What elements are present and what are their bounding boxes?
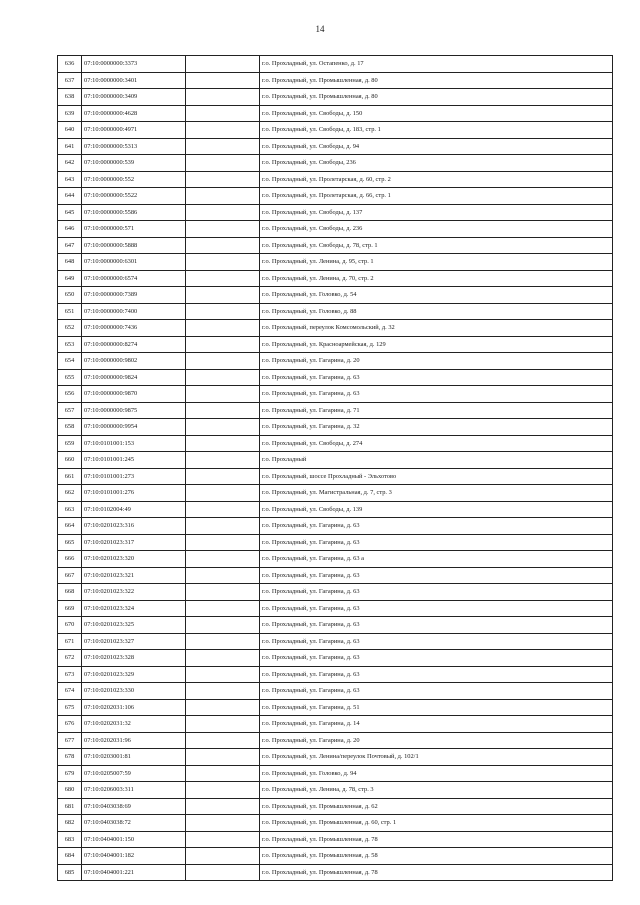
address-cell: г.о. Прохладный, ул. Ленина, д. 78, стр. 3 [260, 782, 613, 799]
row-number-cell: 638 [58, 89, 82, 106]
row-number-cell: 669 [58, 600, 82, 617]
empty-cell [186, 188, 260, 205]
table-row [58, 666, 613, 683]
cadastral-number-cell: 07:10:0403038:72 [82, 815, 186, 832]
row-number-cell: 646 [58, 221, 82, 238]
cadastral-number-cell: 07:10:0000000:5313 [82, 138, 186, 155]
table-row [58, 56, 613, 73]
cadastral-number-cell: 07:10:0201023:322 [82, 584, 186, 601]
address-cell: г.о. Прохладный, ул. Промышленная, д. 78 [260, 864, 613, 881]
cadastral-number-cell: 07:10:0000000:9954 [82, 419, 186, 436]
empty-cell [186, 369, 260, 386]
table-row [58, 105, 613, 122]
address-cell: г.о. Прохладный [260, 452, 613, 469]
page-number: 14 [315, 24, 325, 34]
table-row [58, 567, 613, 584]
address-cell: г.о. Прохладный, ул. Гагарина, д. 63 [260, 617, 613, 634]
empty-cell [186, 419, 260, 436]
table-row [58, 188, 613, 205]
empty-cell [186, 699, 260, 716]
cadastral-number-cell: 07:10:0404001:182 [82, 848, 186, 865]
row-number-cell: 675 [58, 699, 82, 716]
table-row [58, 699, 613, 716]
cadastral-number-cell: 07:10:0206003:311 [82, 782, 186, 799]
cadastral-number-cell: 07:10:0000000:9824 [82, 369, 186, 386]
cadastral-number-cell: 07:10:0403038:69 [82, 798, 186, 815]
cadastral-number-cell: 07:10:0000000:6301 [82, 254, 186, 271]
address-cell: г.о. Прохладный, ул. Гагарина, д. 63 [260, 567, 613, 584]
empty-cell [186, 798, 260, 815]
address-cell: г.о. Прохладный, ул. Ленина, д. 95, стр. 1 [260, 254, 613, 271]
row-number-cell: 661 [58, 468, 82, 485]
address-cell: г.о. Прохладный, ул. Гагарина, д. 32 [260, 419, 613, 436]
empty-cell [186, 633, 260, 650]
address-cell: г.о. Прохладный, ул. Промышленная, д. 80 [260, 72, 613, 89]
table-row [58, 468, 613, 485]
table-row [58, 237, 613, 254]
row-number-cell: 666 [58, 551, 82, 568]
cadastral-number-cell: 07:10:0201023:325 [82, 617, 186, 634]
cadastral-number-cell: 07:10:0101001:153 [82, 435, 186, 452]
empty-cell [186, 666, 260, 683]
empty-cell [186, 749, 260, 766]
row-number-cell: 670 [58, 617, 82, 634]
cadastral-number-cell: 07:10:0000000:3409 [82, 89, 186, 106]
table-row [58, 221, 613, 238]
address-cell: г.о. Прохладный, ул. Гагарина, д. 63 [260, 386, 613, 403]
table-row [58, 89, 613, 106]
address-cell: г.о. Прохладный, переулок Комсомольский, д. 32 [260, 320, 613, 337]
empty-cell [186, 485, 260, 502]
row-number-cell: 636 [58, 56, 82, 73]
table-row [58, 765, 613, 782]
row-number-cell: 663 [58, 501, 82, 518]
row-number-cell: 637 [58, 72, 82, 89]
row-number-cell: 644 [58, 188, 82, 205]
table-row [58, 534, 613, 551]
table-row [58, 254, 613, 271]
address-cell: г.о. Прохладный, ул. Ленина, д. 70, стр. 2 [260, 270, 613, 287]
cadastral-number-cell: 07:10:0201023:320 [82, 551, 186, 568]
row-number-cell: 648 [58, 254, 82, 271]
row-number-cell: 657 [58, 402, 82, 419]
row-number-cell: 654 [58, 353, 82, 370]
row-number-cell: 681 [58, 798, 82, 815]
empty-cell [186, 716, 260, 733]
row-number-cell: 645 [58, 204, 82, 221]
cadastral-number-cell: 07:10:0201023:317 [82, 534, 186, 551]
table-row [58, 831, 613, 848]
empty-cell [186, 171, 260, 188]
table-row [58, 122, 613, 139]
row-number-cell: 665 [58, 534, 82, 551]
cadastral-number-cell: 07:10:0201023:327 [82, 633, 186, 650]
table-row [58, 386, 613, 403]
cadastral-number-cell: 07:10:0102004:49 [82, 501, 186, 518]
cadastral-number-cell: 07:10:0000000:3401 [82, 72, 186, 89]
cadastral-number-cell: 07:10:0000000:9870 [82, 386, 186, 403]
cadastral-number-cell: 07:10:0000000:4628 [82, 105, 186, 122]
cadastral-number-cell: 07:10:0000000:5586 [82, 204, 186, 221]
row-number-cell: 652 [58, 320, 82, 337]
row-number-cell: 662 [58, 485, 82, 502]
cadastral-number-cell: 07:10:0202031:106 [82, 699, 186, 716]
table-row [58, 633, 613, 650]
cadastral-number-cell: 07:10:0000000:4971 [82, 122, 186, 139]
empty-cell [186, 518, 260, 535]
cadastral-number-cell: 07:10:0201023:321 [82, 567, 186, 584]
row-number-cell: 683 [58, 831, 82, 848]
empty-cell [186, 336, 260, 353]
registry-table-body [58, 56, 613, 881]
table-row [58, 798, 613, 815]
address-cell: г.о. Прохладный, ул. Гагарина, д. 63 [260, 600, 613, 617]
table-row [58, 732, 613, 749]
row-number-cell: 682 [58, 815, 82, 832]
address-cell: г.о. Прохладный, ул. Свободы, д. 139 [260, 501, 613, 518]
empty-cell [186, 600, 260, 617]
row-number-cell: 678 [58, 749, 82, 766]
table-row [58, 617, 613, 634]
empty-cell [186, 254, 260, 271]
address-cell: г.о. Прохладный, ул. Промышленная, д. 62 [260, 798, 613, 815]
empty-cell [186, 567, 260, 584]
table-row [58, 270, 613, 287]
empty-cell [186, 402, 260, 419]
row-number-cell: 673 [58, 666, 82, 683]
table-row [58, 600, 613, 617]
address-cell: г.о. Прохладный, ул. Свободы, д. 183, стр. 1 [260, 122, 613, 139]
cadastral-number-cell: 07:10:0404001:221 [82, 864, 186, 881]
row-number-cell: 656 [58, 386, 82, 403]
cadastral-number-cell: 07:10:0404001:150 [82, 831, 186, 848]
table-row [58, 303, 613, 320]
table-row [58, 435, 613, 452]
cadastral-number-cell: 07:10:0202031:32 [82, 716, 186, 733]
empty-cell [186, 138, 260, 155]
cadastral-number-cell: 07:10:0201023:328 [82, 650, 186, 667]
row-number-cell: 653 [58, 336, 82, 353]
table-row [58, 287, 613, 304]
address-cell: г.о. Прохладный, ул. Свободы, 236 [260, 155, 613, 172]
empty-cell [186, 320, 260, 337]
row-number-cell: 647 [58, 237, 82, 254]
address-cell: г.о. Прохладный, ул. Магистральная, д. 7, стр. 3 [260, 485, 613, 502]
cadastral-number-cell: 07:10:0000000:3373 [82, 56, 186, 73]
address-cell: г.о. Прохладный, ул. Гагарина, д. 63 [260, 369, 613, 386]
empty-cell [186, 204, 260, 221]
address-cell: г.о. Прохладный, ул. Гагарина, д. 14 [260, 716, 613, 733]
cadastral-number-cell: 07:10:0000000:9875 [82, 402, 186, 419]
cadastral-number-cell: 07:10:0101001:245 [82, 452, 186, 469]
cadastral-number-cell: 07:10:0000000:9802 [82, 353, 186, 370]
empty-cell [186, 105, 260, 122]
address-cell: г.о. Прохладный, ул. Промышленная, д. 78 [260, 831, 613, 848]
cadastral-number-cell: 07:10:0000000:571 [82, 221, 186, 238]
empty-cell [186, 56, 260, 73]
row-number-cell: 641 [58, 138, 82, 155]
cadastral-number-cell: 07:10:0000000:6574 [82, 270, 186, 287]
address-cell: г.о. Прохладный, ул. Промышленная, д. 80 [260, 89, 613, 106]
registry-table [57, 55, 613, 881]
address-cell: г.о. Прохладный, ул. Свободы, д. 150 [260, 105, 613, 122]
empty-cell [186, 683, 260, 700]
row-number-cell: 671 [58, 633, 82, 650]
table-row [58, 815, 613, 832]
cadastral-number-cell: 07:10:0201023:324 [82, 600, 186, 617]
address-cell: г.о. Прохладный, ул. Гагарина, д. 63 [260, 633, 613, 650]
table-row [58, 171, 613, 188]
table-row [58, 650, 613, 667]
empty-cell [186, 765, 260, 782]
cadastral-number-cell: 07:10:0000000:7389 [82, 287, 186, 304]
table-row [58, 584, 613, 601]
row-number-cell: 660 [58, 452, 82, 469]
cadastral-number-cell: 07:10:0203001:81 [82, 749, 186, 766]
address-cell: г.о. Прохладный, ул. Головко, д. 54 [260, 287, 613, 304]
address-cell: г.о. Прохладный, ул. Гагарина, д. 71 [260, 402, 613, 419]
cadastral-number-cell: 07:10:0205007:59 [82, 765, 186, 782]
row-number-cell: 664 [58, 518, 82, 535]
table-row [58, 551, 613, 568]
table-row [58, 155, 613, 172]
address-cell: г.о. Прохладный, ул. Гагарина, д. 20 [260, 353, 613, 370]
cadastral-number-cell: 07:10:0000000:5522 [82, 188, 186, 205]
table-row [58, 716, 613, 733]
table-row [58, 204, 613, 221]
table-row [58, 320, 613, 337]
empty-cell [186, 221, 260, 238]
table-row [58, 72, 613, 89]
address-cell: г.о. Прохладный, ул. Головко, д. 94 [260, 765, 613, 782]
empty-cell [186, 353, 260, 370]
empty-cell [186, 650, 260, 667]
address-cell: г.о. Прохладный, ул. Ленина/переулок Почтовый, д. 102/1 [260, 749, 613, 766]
empty-cell [186, 72, 260, 89]
address-cell: г.о. Прохладный, ул. Гагарина, д. 63 [260, 584, 613, 601]
address-cell: г.о. Прохладный, ул. Гагарина, д. 63 [260, 650, 613, 667]
cadastral-number-cell: 07:10:0101001:276 [82, 485, 186, 502]
row-number-cell: 649 [58, 270, 82, 287]
empty-cell [186, 584, 260, 601]
address-cell: г.о. Прохладный, ул. Пролетарская, д. 60, стр. 2 [260, 171, 613, 188]
table-row [58, 353, 613, 370]
row-number-cell: 668 [58, 584, 82, 601]
address-cell: г.о. Прохладный, ул. Свободы, д. 78, стр. 1 [260, 237, 613, 254]
cadastral-number-cell: 07:10:0000000:552 [82, 171, 186, 188]
row-number-cell: 676 [58, 716, 82, 733]
table-row [58, 485, 613, 502]
empty-cell [186, 89, 260, 106]
empty-cell [186, 848, 260, 865]
table-row [58, 864, 613, 881]
table-row [58, 848, 613, 865]
address-cell: г.о. Прохладный, ул. Остапенко, д. 17 [260, 56, 613, 73]
address-cell: г.о. Прохладный, ул. Промышленная, д. 60, стр. 1 [260, 815, 613, 832]
address-cell: г.о. Прохладный, ул. Гагарина, д. 63 [260, 683, 613, 700]
row-number-cell: 677 [58, 732, 82, 749]
table-row [58, 419, 613, 436]
address-cell: г.о. Прохладный, шоссе Прохладный - Эльхотово [260, 468, 613, 485]
empty-cell [186, 551, 260, 568]
address-cell: г.о. Прохладный, ул. Свободы, д. 94 [260, 138, 613, 155]
table-row [58, 782, 613, 799]
row-number-cell: 639 [58, 105, 82, 122]
row-number-cell: 658 [58, 419, 82, 436]
empty-cell [186, 452, 260, 469]
cadastral-number-cell: 07:10:0000000:539 [82, 155, 186, 172]
table-row [58, 138, 613, 155]
empty-cell [186, 386, 260, 403]
empty-cell [186, 468, 260, 485]
cadastral-number-cell: 07:10:0000000:5888 [82, 237, 186, 254]
table-row [58, 518, 613, 535]
empty-cell [186, 122, 260, 139]
empty-cell [186, 501, 260, 518]
address-cell: г.о. Прохладный, ул. Гагарина, д. 20 [260, 732, 613, 749]
address-cell: г.о. Прохладный, ул. Гагарина, д. 63 [260, 666, 613, 683]
table-row [58, 501, 613, 518]
row-number-cell: 640 [58, 122, 82, 139]
address-cell: г.о. Прохладный, ул. Красноармейская, д. 129 [260, 336, 613, 353]
empty-cell [186, 815, 260, 832]
empty-cell [186, 534, 260, 551]
empty-cell [186, 864, 260, 881]
table-row [58, 402, 613, 419]
cadastral-number-cell: 07:10:0101001:273 [82, 468, 186, 485]
cadastral-number-cell: 07:10:0201023:316 [82, 518, 186, 535]
row-number-cell: 651 [58, 303, 82, 320]
row-number-cell: 672 [58, 650, 82, 667]
address-cell: г.о. Прохладный, ул. Свободы, д. 236 [260, 221, 613, 238]
table-row [58, 683, 613, 700]
row-number-cell: 655 [58, 369, 82, 386]
empty-cell [186, 831, 260, 848]
address-cell: г.о. Прохладный, ул. Промышленная, д. 58 [260, 848, 613, 865]
cadastral-number-cell: 07:10:0000000:7436 [82, 320, 186, 337]
address-cell: г.о. Прохладный, ул. Гагарина, д. 63 а [260, 551, 613, 568]
table-row [58, 749, 613, 766]
address-cell: г.о. Прохладный, ул. Головко, д. 88 [260, 303, 613, 320]
row-number-cell: 667 [58, 567, 82, 584]
address-cell: г.о. Прохладный, ул. Гагарина, д. 63 [260, 518, 613, 535]
address-cell: г.о. Прохладный, ул. Гагарина, д. 63 [260, 534, 613, 551]
row-number-cell: 685 [58, 864, 82, 881]
row-number-cell: 650 [58, 287, 82, 304]
empty-cell [186, 303, 260, 320]
cadastral-number-cell: 07:10:0201023:329 [82, 666, 186, 683]
cadastral-number-cell: 07:10:0000000:7400 [82, 303, 186, 320]
empty-cell [186, 270, 260, 287]
row-number-cell: 684 [58, 848, 82, 865]
row-number-cell: 642 [58, 155, 82, 172]
cadastral-number-cell: 07:10:0000000:8274 [82, 336, 186, 353]
row-number-cell: 659 [58, 435, 82, 452]
empty-cell [186, 617, 260, 634]
empty-cell [186, 237, 260, 254]
empty-cell [186, 732, 260, 749]
table-row [58, 336, 613, 353]
address-cell: г.о. Прохладный, ул. Пролетарская, д. 66, стр. 1 [260, 188, 613, 205]
empty-cell [186, 435, 260, 452]
address-cell: г.о. Прохладный, ул. Свободы, д. 137 [260, 204, 613, 221]
cadastral-number-cell: 07:10:0201023:330 [82, 683, 186, 700]
empty-cell [186, 287, 260, 304]
table-row [58, 452, 613, 469]
table-row [58, 369, 613, 386]
row-number-cell: 674 [58, 683, 82, 700]
row-number-cell: 680 [58, 782, 82, 799]
address-cell: г.о. Прохладный, ул. Свободы, д. 274 [260, 435, 613, 452]
row-number-cell: 643 [58, 171, 82, 188]
address-cell: г.о. Прохладный, ул. Гагарина, д. 51 [260, 699, 613, 716]
empty-cell [186, 155, 260, 172]
row-number-cell: 679 [58, 765, 82, 782]
empty-cell [186, 782, 260, 799]
cadastral-number-cell: 07:10:0202031:96 [82, 732, 186, 749]
